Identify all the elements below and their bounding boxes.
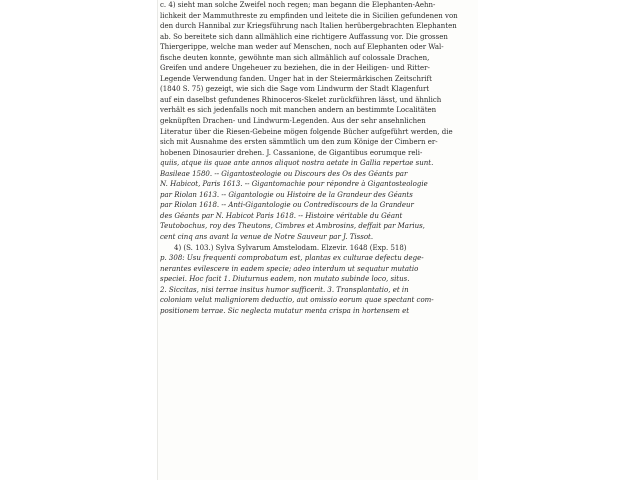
footnote-text [160,0,470,316]
text-line: ab. So bereitete sich dann allmählich eine richtigere Auffassung vor. Die grossen [160,32,448,41]
text-line: geknüpften Drachen- und Lindwurm-Legenden. Aus der sehr ansehnlichen [160,117,426,126]
text-line: nerantes evilescere in eadem specie; adeo interdum ut sequatur mutatio [160,264,419,273]
text-line: quiis, atque iis quae ante annos aliquot nostra aetate in Gallia repertae sunt. [160,159,434,168]
text-line: c. 4) sieht man solche Zweifel noch regen; man begann die Elephanten-Aehn- [160,1,436,9]
text-line: par Riolan 1618. -- Anti-Gigantologie ou Contrediscours de la Grandeur [160,201,414,210]
text-line: fische deuten konnte, gewöhnte man sich allmählich auf colossale Drachen, [160,53,430,62]
text-line: des Géants par N. Habicot Paris 1618. -- Histoire véritable du Géant [160,211,403,220]
text-line: Thiergerippe, welche man weder auf Menschen, noch auf Elephanten oder Wal- [160,43,444,52]
text-line: hobenen Dinosaurier drehen. J. Cassanione, de Gigantibus eorumque reli- [160,148,423,157]
text-line: speciei. Hoc facit 1. Diuturnus eadem, non mutato subinde loco, situs. [160,275,410,284]
text-line: sich mit Ausnahme des ersten sämmtlich um den zum Könige der Cimbern er- [160,138,438,147]
text-line: Greifen und andere Ungeheuer zu beziehen, die in der Heiligen- und Ritter- [160,64,430,73]
text-line: lichkeit der Mammuthreste zu empfinden und leitete die in Sicilien gefundenen von [160,11,458,20]
text-line: Literatur über die Riesen-Gebeine mögen folgende Bücher aufgeführt werden, die [160,127,453,136]
text-line: p. 308: Usu frequenti comprobatum est, plantas ex culturae defectu dege- [160,254,424,263]
text-line: coloniam velut maligniorem deductio, aut omissio eorum quae spectant com- [160,296,434,305]
text-line: verhält es sich jedenfalls noch mit manchen andern an bestimmte Localitäten [160,106,437,115]
text-line: Teutobochus, roy des Theutons, Cimbres et Ambrosins, deffait par Marius, [160,222,425,231]
text-line: auf ein daselbst gefundenes Rhinoceros-Skelet zurückführen lässt, und ähnlich [160,95,442,104]
text-line: 2. Siccitas, nisi terrae insitus humor sufficerit. 3. Transplantatio, et in [160,285,409,294]
text-line: Legende Verwendung fanden. Unger hat in der Steiermärkischen Zeitschrift [160,74,432,83]
text-line: par Riolan 1613. -- Gigantologie ou Histoire de la Grandeur des Géants [160,190,413,199]
text-line: (1840 S. 75) gezeigt, wie sich die Sage vom Lindwurm der Stadt Klagenfurt [160,85,430,94]
text-line: positionem terrae. Sic neglecta mutatur menta crispa in hortensem et [160,306,410,315]
footnote-start-line: 4) (S. 103.) Sylva Sylvarum Amstelodam. Elzevir. 1648 (Exp. 518) [174,243,407,252]
text-line: cent cinq ans avant la venue de Notre Sauveur par J. Tissot. [160,233,374,242]
text-line: Basileae 1580. -- Gigantosteologie ou Discours des Os des Géants par [160,169,408,178]
text-line: N. Habicot, Paris 1613. -- Gigantomachie pour répondre à Gigantosteologie [160,180,428,189]
text-line: den durch Hannibal zur Kriegsführung nach Italien herübergebrachten Elephanten [160,22,457,31]
